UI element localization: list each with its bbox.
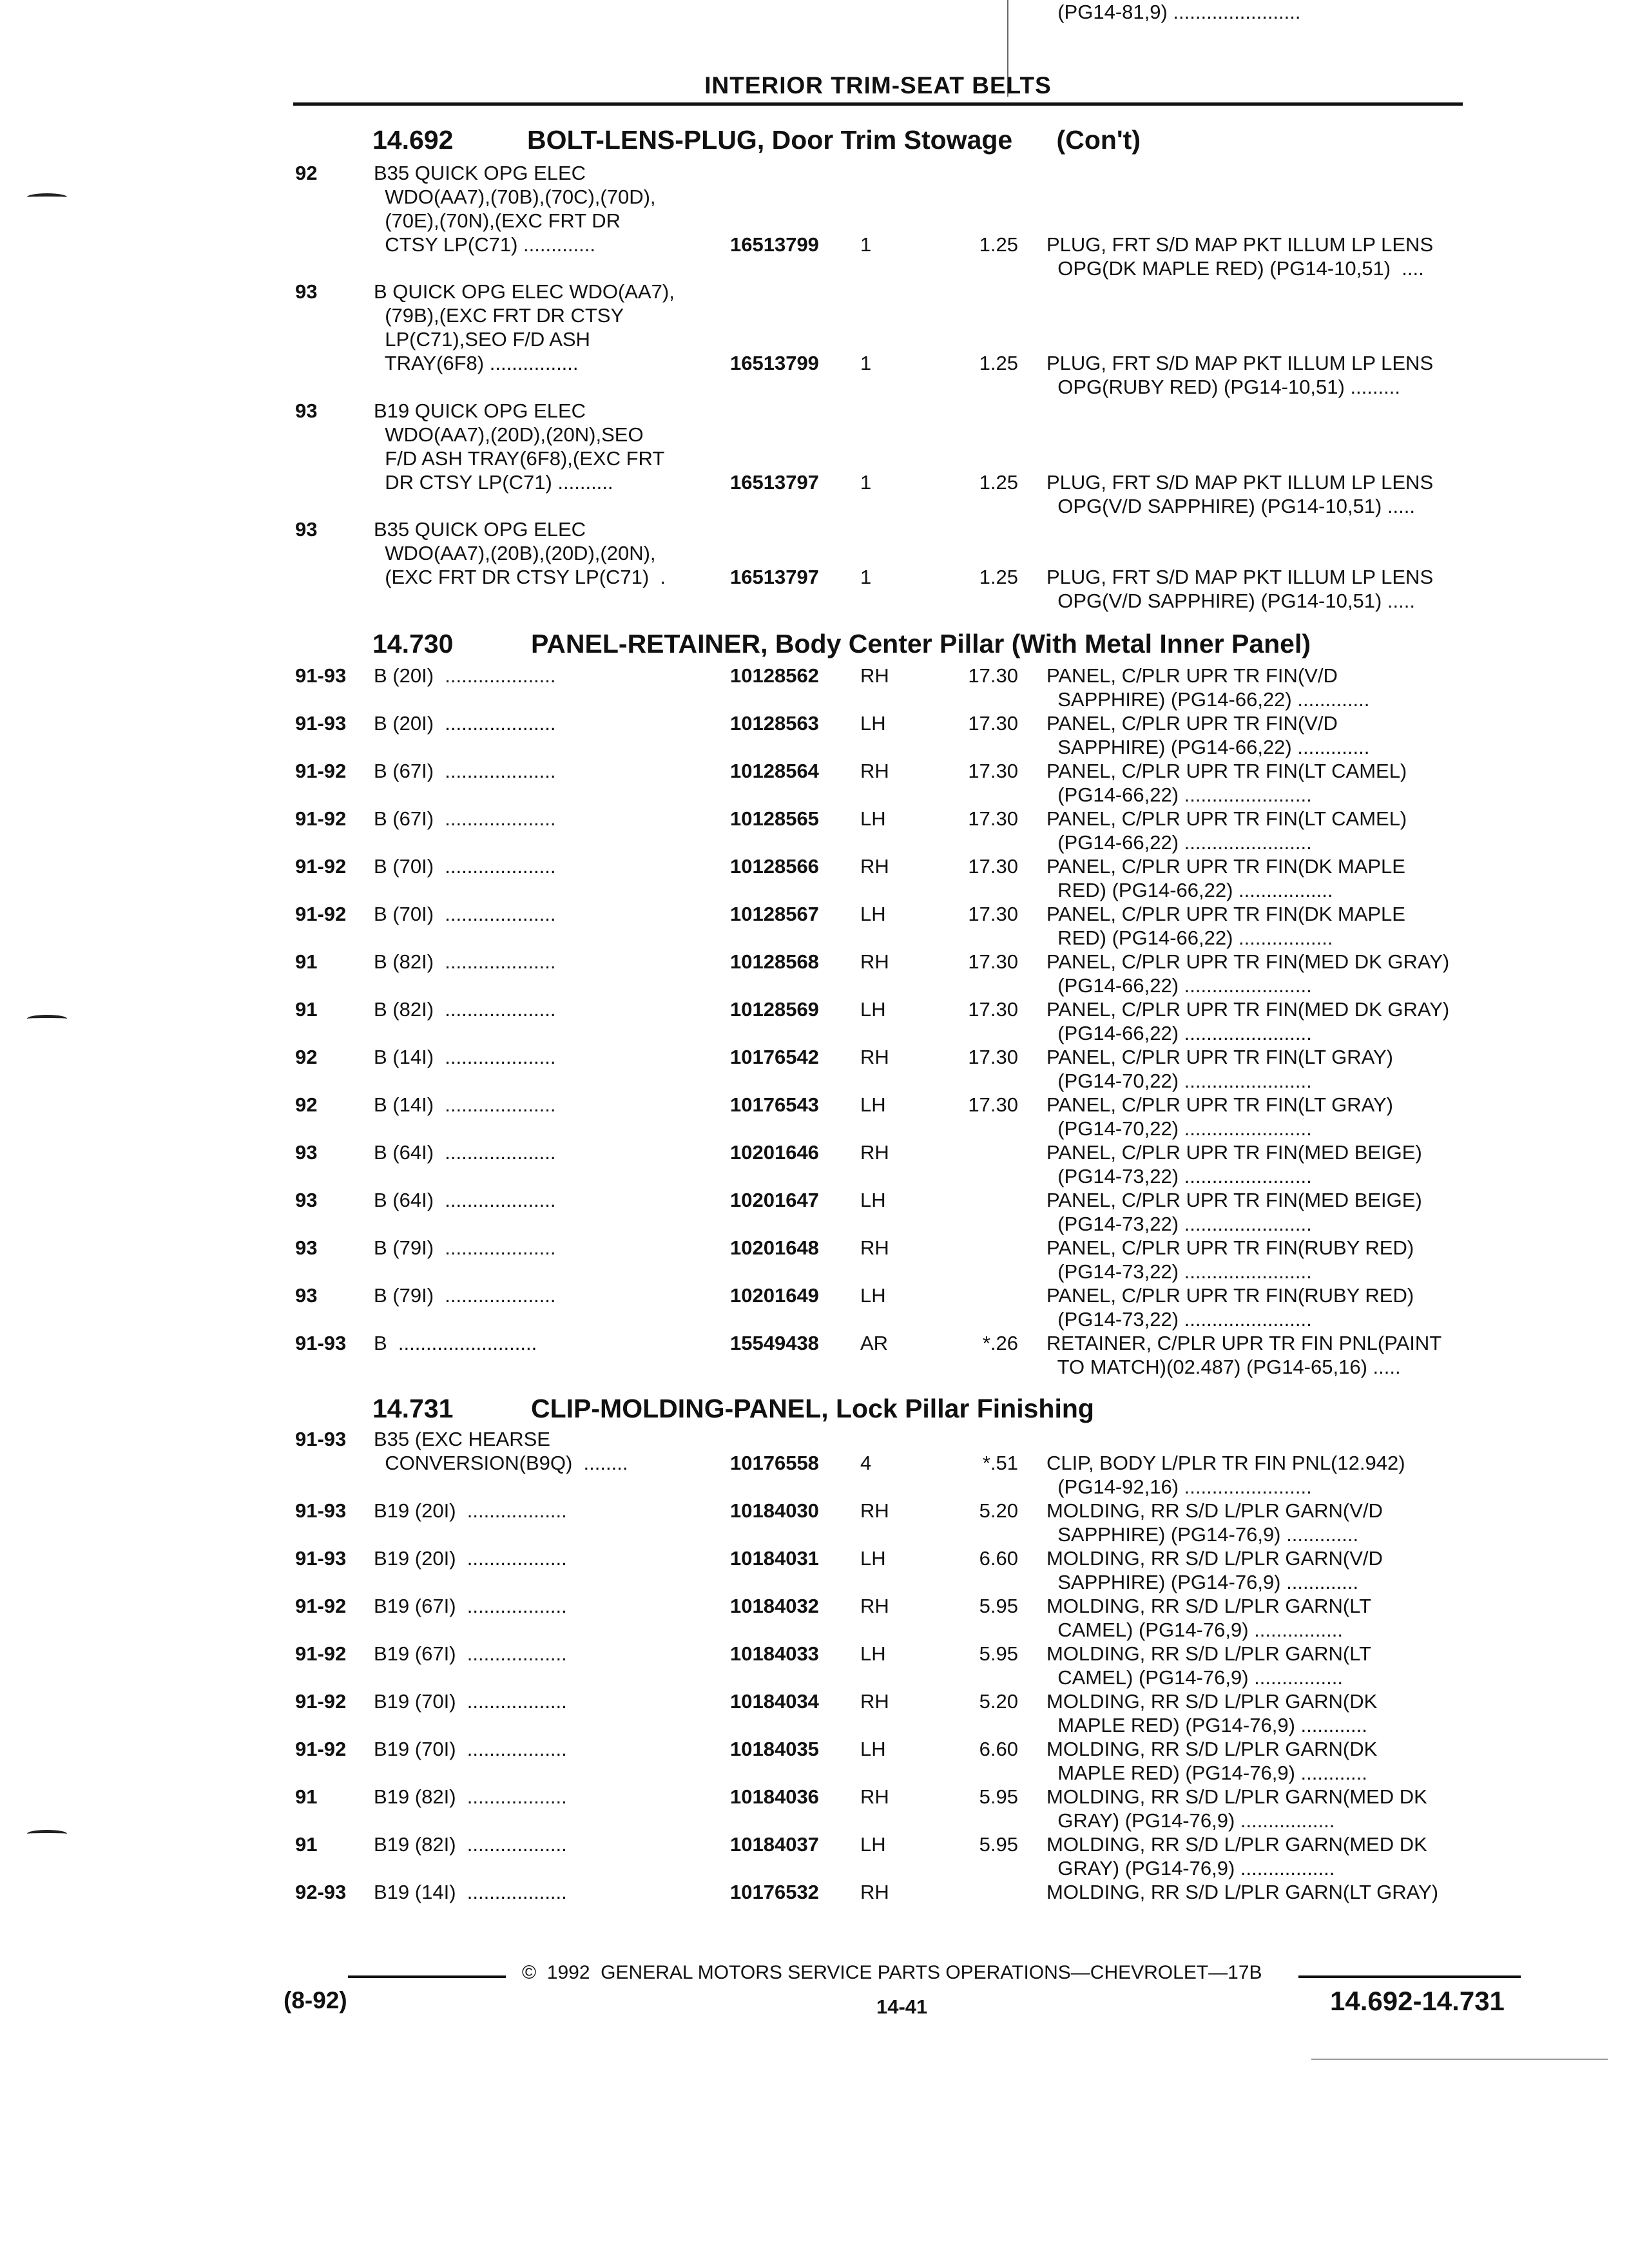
description: WDO(AA7),(70B),(70C),(70D), (374, 186, 656, 208)
description: B19 (20I) .................. (374, 1499, 567, 1522)
part-name: PANEL, C/PLR UPR TR FIN(LT CAMEL) (1046, 760, 1407, 782)
price: 5.20 (979, 1690, 1018, 1713)
part-name: OPG(DK MAPLE RED) (PG14-10,51) .... (1046, 257, 1424, 280)
part-name: PANEL, C/PLR UPR TR FIN(MED BEIGE) (1046, 1141, 1422, 1164)
description: B (79I) .................... (374, 1236, 556, 1259)
quantity: LH (860, 807, 886, 830)
description: F/D ASH TRAY(6F8),(EXC FRT (374, 447, 665, 470)
part-name: SAPPHIRE) (PG14-66,22) ............. (1046, 736, 1370, 758)
description: B (67I) .................... (374, 760, 556, 782)
part-name: OPG(V/D SAPPHIRE) (PG14-10,51) ..... (1046, 495, 1415, 517)
description: LP(C71),SEO F/D ASH (374, 328, 590, 351)
binder-hole-mark (27, 1830, 67, 1838)
part-name: MAPLE RED) (PG14-76,9) ............ (1046, 1762, 1367, 1784)
part-name: (PG14-81,9) ....................... (1046, 1, 1301, 23)
part-number: 10184037 (730, 1833, 819, 1856)
description: TRAY(6F8) ................ (374, 352, 579, 374)
part-number: 10128567 (730, 903, 819, 925)
description: B35 (EXC HEARSE (374, 1428, 550, 1450)
description: B (64I) .................... (374, 1141, 556, 1164)
part-name: (PG14-73,22) ....................... (1046, 1308, 1312, 1331)
part-number: 15549438 (730, 1332, 819, 1354)
part-number: 10128568 (730, 950, 819, 973)
part-name: PANEL, C/PLR UPR TR FIN(MED DK GRAY) (1046, 998, 1450, 1021)
quantity: LH (860, 998, 886, 1021)
description: B (79I) .................... (374, 1284, 556, 1307)
copyright-notice: © 1992 GENERAL MOTORS SERVICE PARTS OPERATIONS—CHEVROLET—17B (522, 1962, 1262, 1983)
part-number: 10176542 (730, 1046, 819, 1068)
page-title: INTERIOR TRIM-SEAT BELTS (704, 72, 1052, 99)
description: B19 (70I) .................. (374, 1690, 567, 1713)
part-name: PLUG, FRT S/D MAP PKT ILLUM LP LENS (1046, 233, 1434, 256)
price: 5.95 (979, 1595, 1018, 1617)
description: B (20I) .................... (374, 712, 556, 735)
year: 92 (295, 162, 318, 184)
year: 91-92 (295, 760, 347, 782)
quantity: LH (860, 1189, 886, 1211)
part-name: CLIP, BODY L/PLR TR FIN PNL(12.942) (1046, 1452, 1405, 1474)
part-number: 10176532 (730, 1881, 819, 1903)
page-number: 14-41 (876, 1995, 928, 2018)
quantity: 4 (860, 1452, 872, 1474)
description: B (14I) .................... (374, 1093, 556, 1116)
part-name: MOLDING, RR S/D L/PLR GARN(MED DK (1046, 1833, 1427, 1856)
year: 91-92 (295, 1642, 347, 1665)
price: *.51 (982, 1452, 1018, 1474)
price: 1.25 (979, 471, 1018, 494)
part-name: PANEL, C/PLR UPR TR FIN(DK MAPLE (1046, 855, 1405, 878)
year: 91 (295, 1833, 318, 1856)
year: 93 (295, 1284, 318, 1307)
price: 17.30 (968, 903, 1018, 925)
year: 93 (295, 399, 318, 422)
year: 93 (295, 1141, 318, 1164)
part-number: 10176543 (730, 1093, 819, 1116)
description: B19 (82I) .................. (374, 1785, 567, 1808)
part-number: 10128564 (730, 760, 819, 782)
part-name: RED) (PG14-66,22) ................. (1046, 879, 1333, 901)
year: 91 (295, 998, 318, 1021)
part-number: 10184036 (730, 1785, 819, 1808)
price: 17.30 (968, 855, 1018, 878)
part-number: 16513797 (730, 471, 819, 494)
quantity: LH (860, 1093, 886, 1116)
part-number: 10184030 (730, 1499, 819, 1522)
part-name: MAPLE RED) (PG14-76,9) ............ (1046, 1714, 1367, 1736)
part-number: 10184033 (730, 1642, 819, 1665)
part-name: PLUG, FRT S/D MAP PKT ILLUM LP LENS (1046, 471, 1434, 494)
part-number: 16513797 (730, 566, 819, 588)
part-name: MOLDING, RR S/D L/PLR GARN(LT GRAY) (1046, 1881, 1439, 1903)
price: 5.95 (979, 1642, 1018, 1665)
part-number: 10201648 (730, 1236, 819, 1259)
part-name: (PG14-66,22) ....................... (1046, 831, 1312, 854)
description: B35 QUICK OPG ELEC (374, 518, 586, 541)
part-number: 10201649 (730, 1284, 819, 1307)
description: WDO(AA7),(20B),(20D),(20N), (374, 542, 656, 564)
year: 91-93 (295, 664, 347, 687)
description: B ......................... (374, 1332, 537, 1354)
year: 92-93 (295, 1881, 347, 1903)
quantity: RH (860, 1595, 889, 1617)
part-number: 10184032 (730, 1595, 819, 1617)
description: B19 (70I) .................. (374, 1738, 567, 1760)
part-name: (PG14-70,22) ....................... (1046, 1117, 1312, 1140)
part-name: (PG14-66,22) ....................... (1046, 1022, 1312, 1044)
part-name: MOLDING, RR S/D L/PLR GARN(LT (1046, 1642, 1372, 1665)
description: B19 QUICK OPG ELEC (374, 399, 586, 422)
part-name: (PG14-70,22) ....................... (1046, 1070, 1312, 1092)
part-name: SAPPHIRE) (PG14-76,9) ............. (1046, 1571, 1359, 1593)
year: 91 (295, 1785, 318, 1808)
year: 91-92 (295, 807, 347, 830)
description: CONVERSION(B9Q) ........ (374, 1452, 628, 1474)
year: 91-92 (295, 1738, 347, 1760)
price: 6.60 (979, 1547, 1018, 1570)
part-name: PANEL, C/PLR UPR TR FIN(RUBY RED) (1046, 1284, 1414, 1307)
quantity: RH (860, 1046, 889, 1068)
section-range: 14.692-14.731 (1330, 1986, 1505, 2016)
quantity: RH (860, 664, 889, 687)
part-name: RETAINER, C/PLR UPR TR FIN PNL(PAINT (1046, 1332, 1442, 1354)
description: B (70I) .................... (374, 855, 556, 878)
part-name: OPG(RUBY RED) (PG14-10,51) ......... (1046, 376, 1400, 398)
year: 91-93 (295, 1332, 347, 1354)
part-name: RED) (PG14-66,22) ................. (1046, 927, 1333, 949)
description: B35 QUICK OPG ELEC (374, 162, 586, 184)
description: B19 (67I) .................. (374, 1642, 567, 1665)
year: 91-93 (295, 712, 347, 735)
year: 91-93 (295, 1428, 347, 1450)
part-name: SAPPHIRE) (PG14-76,9) ............. (1046, 1523, 1359, 1546)
price: 5.20 (979, 1499, 1018, 1522)
part-number: 10128565 (730, 807, 819, 830)
part-name: (PG14-66,22) ....................... (1046, 783, 1312, 806)
part-name: MOLDING, RR S/D L/PLR GARN(DK (1046, 1738, 1378, 1760)
quantity: RH (860, 1499, 889, 1522)
quantity: LH (860, 1833, 886, 1856)
description: DR CTSY LP(C71) .......... (374, 471, 613, 494)
footer-rule (348, 1975, 506, 1978)
part-name: PANEL, C/PLR UPR TR FIN(LT GRAY) (1046, 1046, 1394, 1068)
quantity: LH (860, 1284, 886, 1307)
description: B19 (20I) .................. (374, 1547, 567, 1570)
part-name: PANEL, C/PLR UPR TR FIN(V/D (1046, 664, 1338, 687)
description: B (67I) .................... (374, 807, 556, 830)
price: *.26 (982, 1332, 1018, 1354)
quantity: LH (860, 1738, 886, 1760)
part-number: 10128562 (730, 664, 819, 687)
year: 91-93 (295, 1499, 347, 1522)
price: 5.95 (979, 1785, 1018, 1808)
price: 17.30 (968, 807, 1018, 830)
quantity: 1 (860, 352, 872, 374)
quantity: 1 (860, 566, 872, 588)
part-number: 10128566 (730, 855, 819, 878)
part-number: 10184035 (730, 1738, 819, 1760)
quantity: AR (860, 1332, 889, 1354)
page-edge-rule (1311, 2059, 1608, 2060)
year: 91-92 (295, 1690, 347, 1713)
section-title: BOLT-LENS-PLUG, Door Trim Stowage (Con't) (527, 125, 1141, 155)
description: B (20I) .................... (374, 664, 556, 687)
page-header (293, 55, 1463, 108)
part-name: PANEL, C/PLR UPR TR FIN(LT CAMEL) (1046, 807, 1407, 830)
description: B (14I) .................... (374, 1046, 556, 1068)
price: 1.25 (979, 566, 1018, 588)
description: (70E),(70N),(EXC FRT DR (374, 209, 621, 232)
year: 92 (295, 1046, 318, 1068)
part-name: PANEL, C/PLR UPR TR FIN(DK MAPLE (1046, 903, 1405, 925)
section-number: 14.731 (372, 1394, 454, 1423)
price: 17.30 (968, 712, 1018, 735)
quantity: LH (860, 1547, 886, 1570)
price: 1.25 (979, 352, 1018, 374)
quantity: LH (860, 903, 886, 925)
description: B19 (14I) .................. (374, 1881, 567, 1903)
price: 17.30 (968, 664, 1018, 687)
quantity: 1 (860, 233, 872, 256)
price: 17.30 (968, 760, 1018, 782)
year: 93 (295, 518, 318, 541)
year: 91-92 (295, 1595, 347, 1617)
page-footer (0, 1959, 1629, 2075)
quantity: LH (860, 712, 886, 735)
part-name: PANEL, C/PLR UPR TR FIN(RUBY RED) (1046, 1236, 1414, 1259)
section-title: CLIP-MOLDING-PANEL, Lock Pillar Finishing (531, 1394, 1094, 1423)
description: B (82I) .................... (374, 950, 556, 973)
revision-date: (8-92) (284, 1987, 347, 2013)
section-number: 14.730 (372, 629, 454, 658)
description: WDO(AA7),(20D),(20N),SEO (374, 423, 644, 446)
price: 17.30 (968, 998, 1018, 1021)
part-name: PLUG, FRT S/D MAP PKT ILLUM LP LENS (1046, 352, 1434, 374)
quantity: RH (860, 1236, 889, 1259)
section-number: 14.692 (372, 125, 454, 155)
part-name: PANEL, C/PLR UPR TR FIN(V/D (1046, 712, 1338, 735)
year: 93 (295, 1236, 318, 1259)
part-name: (PG14-66,22) ....................... (1046, 974, 1312, 997)
part-name: PANEL, C/PLR UPR TR FIN(MED BEIGE) (1046, 1189, 1422, 1211)
quantity: LH (860, 1642, 886, 1665)
year: 93 (295, 1189, 318, 1211)
year: 93 (295, 280, 318, 303)
quantity: RH (860, 760, 889, 782)
part-name: PLUG, FRT S/D MAP PKT ILLUM LP LENS (1046, 566, 1434, 588)
quantity: RH (860, 1881, 889, 1903)
part-number: 16513799 (730, 352, 819, 374)
part-number: 10184031 (730, 1547, 819, 1570)
part-name: MOLDING, RR S/D L/PLR GARN(DK (1046, 1690, 1378, 1713)
description: B (82I) .................... (374, 998, 556, 1021)
part-name: CAMEL) (PG14-76,9) ................ (1046, 1666, 1343, 1689)
part-name: PANEL, C/PLR UPR TR FIN(LT GRAY) (1046, 1093, 1394, 1116)
price: 17.30 (968, 1093, 1018, 1116)
year: 91-92 (295, 855, 347, 878)
part-name: GRAY) (PG14-76,9) ................. (1046, 1857, 1335, 1879)
description: (79B),(EXC FRT DR CTSY (374, 304, 624, 327)
part-name: (PG14-73,22) ....................... (1046, 1165, 1312, 1187)
part-name: (PG14-73,22) ....................... (1046, 1213, 1312, 1235)
part-name: PANEL, C/PLR UPR TR FIN(MED DK GRAY) (1046, 950, 1450, 973)
part-name: TO MATCH)(02.487) (PG14-65,16) ..... (1046, 1356, 1401, 1378)
part-name: MOLDING, RR S/D L/PLR GARN(MED DK (1046, 1785, 1427, 1808)
description: B QUICK OPG ELEC WDO(AA7), (374, 280, 675, 303)
part-number: 16513799 (730, 233, 819, 256)
part-number: 10184034 (730, 1690, 819, 1713)
header-rule (293, 102, 1463, 106)
part-number: 10128569 (730, 998, 819, 1021)
part-number: 10128563 (730, 712, 819, 735)
quantity: RH (860, 855, 889, 878)
section-title: PANEL-RETAINER, Body Center Pillar (With Metal Inner Panel) (531, 629, 1311, 658)
price: 1.25 (979, 233, 1018, 256)
description: B19 (67I) .................. (374, 1595, 567, 1617)
part-name: (PG14-73,22) ....................... (1046, 1260, 1312, 1283)
part-name: OPG(V/D SAPPHIRE) (PG14-10,51) ..... (1046, 590, 1415, 612)
price: 17.30 (968, 950, 1018, 973)
part-name: CAMEL) (PG14-76,9) ................ (1046, 1619, 1343, 1641)
part-name: GRAY) (PG14-76,9) ................. (1046, 1809, 1335, 1832)
footer-rule (1298, 1975, 1521, 1978)
description: CTSY LP(C71) ............. (374, 233, 595, 256)
part-name: MOLDING, RR S/D L/PLR GARN(V/D (1046, 1499, 1383, 1522)
description: (EXC FRT DR CTSY LP(C71) . (374, 566, 666, 588)
part-name: MOLDING, RR S/D L/PLR GARN(LT (1046, 1595, 1372, 1617)
year: 91-92 (295, 903, 347, 925)
part-number: 10176558 (730, 1452, 819, 1474)
quantity: RH (860, 1141, 889, 1164)
quantity: RH (860, 1690, 889, 1713)
binder-hole-mark (27, 193, 67, 201)
year: 91 (295, 950, 318, 973)
part-name: (PG14-92,16) ....................... (1046, 1475, 1312, 1498)
price: 5.95 (979, 1833, 1018, 1856)
description: B19 (82I) .................. (374, 1833, 567, 1856)
quantity: 1 (860, 471, 872, 494)
part-number: 10201646 (730, 1141, 819, 1164)
binder-hole-mark (27, 1015, 67, 1023)
part-name: MOLDING, RR S/D L/PLR GARN(V/D (1046, 1547, 1383, 1570)
price: 6.60 (979, 1738, 1018, 1760)
quantity: RH (860, 950, 889, 973)
year: 91-93 (295, 1547, 347, 1570)
description: B (70I) .................... (374, 903, 556, 925)
price: 17.30 (968, 1046, 1018, 1068)
year: 92 (295, 1093, 318, 1116)
quantity: RH (860, 1785, 889, 1808)
description: B (64I) .................... (374, 1189, 556, 1211)
part-number: 10201647 (730, 1189, 819, 1211)
part-name: SAPPHIRE) (PG14-66,22) ............. (1046, 688, 1370, 711)
